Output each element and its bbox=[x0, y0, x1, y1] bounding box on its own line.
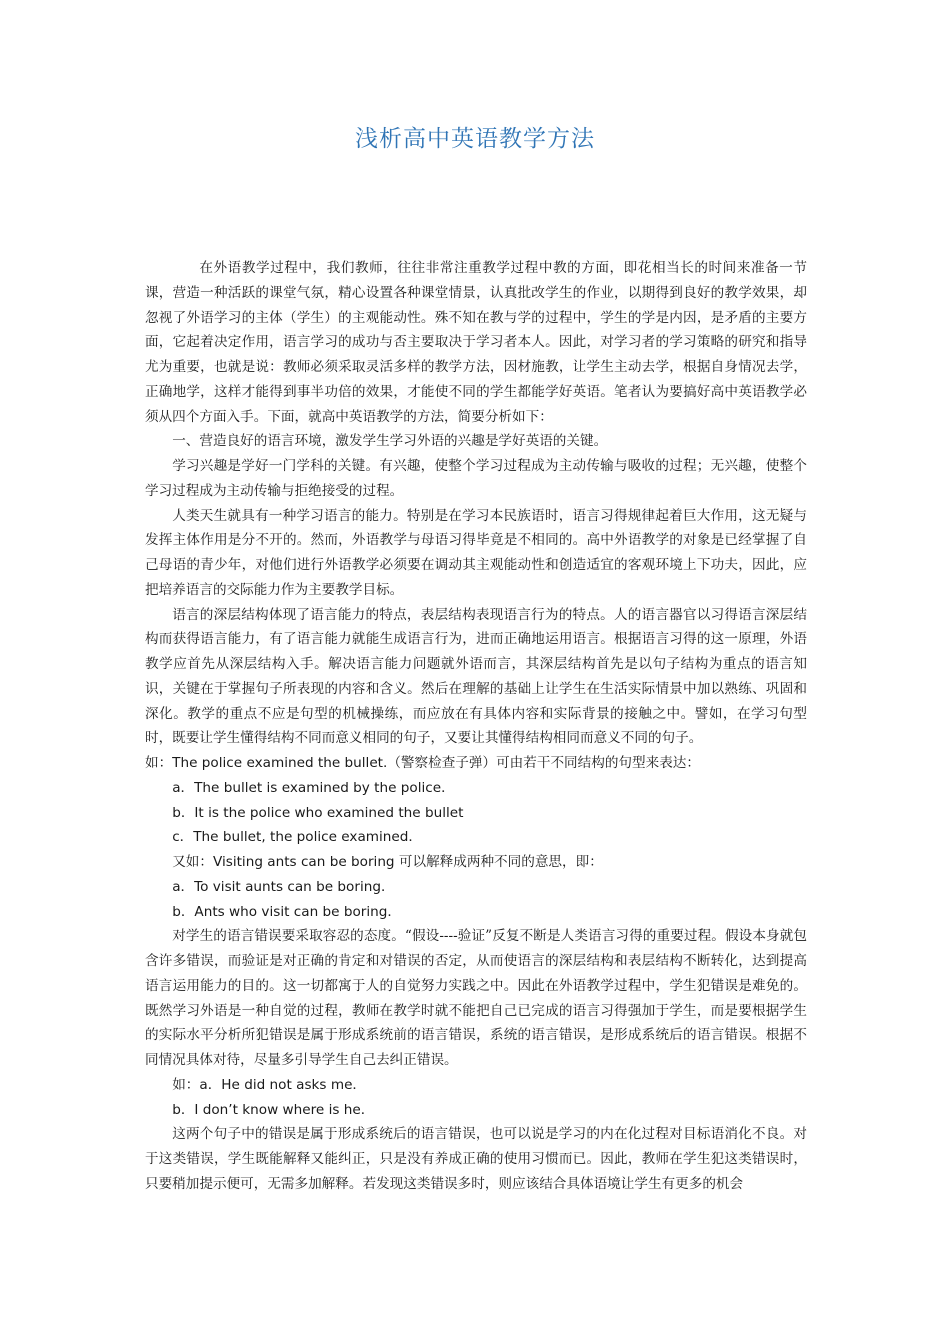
paragraph-intro: 在外语教学过程中，我们教师，往往非常注重教学过程中教的方面，即花相当长的时间来准备一节课，营造一种活跃的课堂气氛，精心设置各种课堂情景，认真批改学生的作业，以期得到良好的教学效果，却忽视了外语学习的主体（学生）的主观能动性。殊不知在教与学的过程中，学生的学是内因，是矛盾的主要方面，它起着决定作用，语言学习的成功与否主要取决于学习者本人。因此，对学习者的学习策略的研究和指导尤为重要，也就是说：教师必须采取灵活多样的教学方法，因材施教，让学生主动去学，根据自身情况去学，正确地学，这样才能得到事半功倍的效果，才能使不同的学生都能学好英语。笔者认为要搞好高中英语教学必须从四个方面入手。下面，就高中英语教学的方法，简要分析如下： bbox=[145, 260, 807, 425]
section-heading-1: 一、营造良好的语言环境，激发学生学习外语的兴趣是学好英语的关键。 bbox=[172, 433, 608, 450]
paragraph-errors: 对学生的语言错误要采取容忍的态度。“假设----验证”反复不断是人类语言习得的重要过程。假设本身就包含许多错误，而验证是对正确的肯定和对错误的否定，从而使语言的深层结构和表层结构不断转化，达到提高语言运用能力的目的。这一切都寓于人的自觉努力实践之中。因此在外语教学过程中，学生犯错误是难免的。既然学习外语是一种自觉的过程，教师在教学时就不能把自己已完成的语言习得强加于学生，而是要根据学生的实际水平分析所犯错误是属于形成系统前的语言错误，系统的语言错误，是形成系统后的语言错误。根据不同情况具体对待，尽量多引导学生自己去纠正错误。 bbox=[145, 928, 807, 1068]
example-item: a．To visit aunts can be boring． bbox=[172, 878, 395, 895]
paragraph-error-analysis: 这两个句子中的错误是属于形成系统后的语言错误，也可以说是学习的内在化过程对目标语消化不良。对于这类错误，学生既能解释又能纠正，只是没有养成正确的使用习惯而已。因此，教师在学生犯这类错误时，只要稍加提示便可，无需多加解释。若发现这类错误多时，则应该结合具体语境让学生有更多的机会 bbox=[145, 1126, 807, 1192]
example-item: a．The bullet is examined by the police． bbox=[172, 779, 455, 796]
example-item: b．I don’t know where is he． bbox=[172, 1101, 375, 1118]
document-title: 浅析高中英语教学方法 bbox=[355, 126, 595, 152]
example-item: b．Ants who visit can be boring． bbox=[172, 903, 401, 920]
example-item: 如：a．He did not asks me． bbox=[172, 1076, 367, 1093]
example-intro-2: 又如：Visiting ants can be boring 可以解释成两种不同的意思，即： bbox=[172, 854, 603, 870]
document-body bbox=[145, 256, 807, 1197]
example-item: b．It is the police who examined the bullet bbox=[172, 804, 464, 821]
example-item: c．The bullet, the police examined． bbox=[172, 829, 422, 846]
paragraph-language-ability: 人类天生就具有一种学习语言的能力。特别是在学习本民族语时，语言习得规律起着巨大作用，这无疑与发挥主体作用是分不开的。然而，外语教学与母语习得毕竟是不相同的。高中外语教学的对象是已经掌握了自己母语的青少年，对他们进行外语教学必须要在调动其主观能动性和创造适宜的客观环境上下功夫，因此，应把培养语言的交际能力作为主要教学目标。 bbox=[145, 507, 807, 598]
paragraph-deep-structure: 语言的深层结构体现了语言能力的特点，表层结构表现语言行为的特点。人的语言器官以习得语言深层结构而获得语言能力，有了语言能力就能生成语言行为，进而正确地运用语言。根据语言习得的这一原理，外语教学应首先从深层结构入手。解决语言能力问题就外语而言，其深层结构首先是以句子结构为重点的语言知识，关键在于掌握句子所表现的内容和含义。然后在理解的基础上让学生在生活实际情景中加以熟练、巩固和深化。教学的重点不应是句型的机械操练，而应放在有具体内容和实际背景的接触之中。譬如，在学习句型时，既要让学生懂得结构不同而意义相同的句子，又要让其懂得结构相同而意义不同的句子。 bbox=[145, 606, 807, 747]
paragraph-interest: 学习兴趣是学好一门学科的关键。有兴趣，使整个学习过程成为主动传输与吸收的过程；无兴趣，使整个学习过程成为主动传输与拒绝接受的过程。 bbox=[145, 458, 807, 499]
example-intro-1: 如：The police examined the bullet.（警察检查子弹）可由若干不同结构的句型来表达： bbox=[145, 755, 700, 771]
